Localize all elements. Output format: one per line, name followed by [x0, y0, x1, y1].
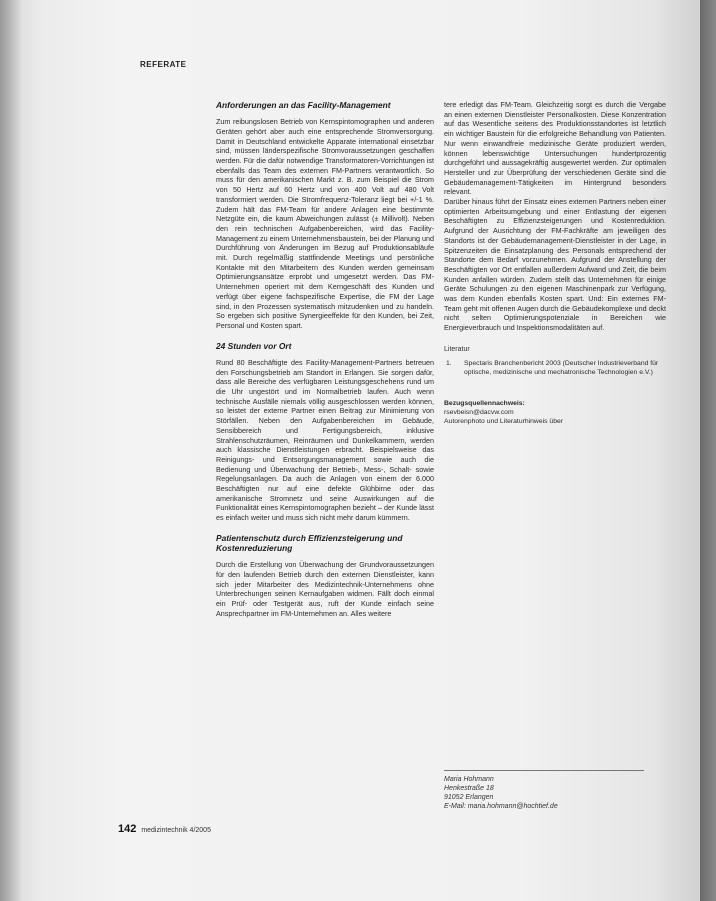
section-tag: REFERATE	[140, 60, 187, 69]
literature-title: Literatur	[444, 345, 470, 353]
page-footer	[118, 823, 211, 835]
page-edge-shadow	[700, 0, 716, 901]
author-email: E-Mail: maria.hohmann@hochtief.de	[444, 803, 558, 810]
page-number: 142	[118, 823, 137, 835]
literature-item	[444, 359, 666, 377]
source-heading: Bezugsquellennachweis:	[444, 399, 525, 407]
source-email: rsevbeisn@dacvw.com	[444, 408, 514, 416]
author-name: Maria Hohmann	[444, 776, 494, 783]
heading-patient-protection: Patientenschutz durch Effizienzsteigerung und Kostenreduzierung	[216, 532, 403, 554]
author-street: Henkestraße 18	[444, 785, 494, 792]
literature-text: Spectaris Branchenbericht 2003 (Deutscher Industrieverband für optische, medizinische und mechatronische Technologien e.V.)	[464, 359, 659, 376]
author-city: 91052 Erlangen	[444, 794, 494, 801]
paragraph: Durch die Erstellung von Überwachung der Grundvoraussetzungen für den laufenden Betrieb durch den externen Dienstleister, kann sich jeder Mitarbeiter des Medizintechnik-Unternehmens ohne Unterbrechungen seinen Kernaufgaben widmen. Fällt doch einmal ein Prüf- oder Testgerät aus, ruft der Kunde einfach seine Ansprechpartner im FM-Unternehmen an. Alles weitere	[216, 560, 434, 618]
heading-24-hours: 24 Stunden vor Ort	[216, 340, 292, 351]
source-note: Autorenphoto und Literaturhinweis über	[444, 417, 564, 425]
heading-requirements: Anforderungen an das Facility-Management	[216, 100, 391, 110]
author-contact	[444, 770, 644, 811]
source-block	[444, 399, 666, 426]
paragraph: Zum reibungslosen Betrieb von Kernspintomographen und anderen Geräten gehört aber auch eine entsprechende Stromversorgung. Damit in Deutschland entwickelte Apparate international einsetzbar sind, müssen länderspezifische Stromvoraussetzungen geschaffen werden. Für die dafür notwendige Transformatoren-Vorrichtungen ist ebenfalls das Team des externen FM-Partners verantwortlich. So muss für den amerikanischen Markt z. B. zum Beispiel die Strom von 50 Hertz auf 60 Hertz und von 400 Volt auf 480 Volt transformiert werden. Die Stromfrequenz-Toleranz liegt bei +/-1 %. Zudem hält das FM-Team für andere Anlagen eine bestimmte Netzgüte ein, die kaum Abweichungen zulässt (± Millivolt). Neben den rein technischen Aufgabenbereichen, wird das Facility-Management zu einem Unternehmensbaustein, bei der Planung und Durchführung von Änderungen im Bezug auf Produktionsabläufe mit. Durch regelmäßig stattfindende Meetings und persönliche Kontakte mit den Mitarbeitern des Kunden werden gemeinsam Optimierungsansätze erprobt und umgesetzt werden. Das FM-Unternehmen operiert mit dem Kerngeschäft des Kunden und verfügt über eigene fachspezifische Expertise, die FM der Lage sind, in den Prozessen systematisch mitzudenken und zu handeln. So ergeben sich positive Synergieeffekte für den Kunden, bei Zeit, Personal und Kosten spart.	[216, 117, 434, 330]
literature-list	[444, 359, 666, 377]
paragraph: Rund 80 Beschäftigte des Facility-Management-Partners betreuen den Forschungsbetrieb am Standort in Erlangen. Sie sorgen dafür, dass alle Bereiche des verfügbaren Leistungsgeschehens rund um die Uhr ungestört und im Normalbetrieb laufen. Auch wenn technische Ausfälle niemals völlig ausgeschlossen werden können, so leistet der externe Partner einen Beitrag zur Minimierung von Störfällen. Neben den Aufgabenbereichen im Gebäude, Sensibbereich und Fertigungsbereich, inklusive Strahlenschutzräumen, Reinräumen und Dunkelkammern, werden auch klassische Dienstleistungen erbracht. Beispielsweise das Reinigungs- und Entsorgungsmanagement sowie auch die Bedienung und Überwachung der Betrieb-, Mess-, Schalt- sowie Regelungsanlagen. Da auch die Anlagen von einem der 6.000 Beschäftigten nur auf eine defekte Glühbirne oder das amerikanische Stromnetz und seine Auswirkungen auf die Funktionalität eines Kernspintomographen bezieht – der Kunde lässt es einfach weiter und muss sich nicht mehr darum kümmern.	[216, 357, 434, 523]
journal-name: medizintechnik 4/2005	[141, 827, 211, 834]
literature-number: 1.	[446, 359, 452, 367]
left-column	[216, 100, 434, 618]
right-column	[444, 100, 666, 426]
paragraph: Darüber hinaus führt der Einsatz eines externen Partners neben einer optimierten Arbeitsumgebung und einer Entlastung der eigenen Beschäftigten zu Effizienzsteigerungen und Kostenreduktion. Aufgrund der Ausrichtung der FM-Fachkräfte am jeweiligen des Standorts ist der Gebäudemanagement-Dienstleister in der Lage, in Spitzenzeiten die Einsatzplanung des Personals entsprechend der Standorte dem Bedarf vorzunehmen. Aufgrund der Anstellung der Beschäftigten vor Ort entfallen außerdem Aufwand und Zeit, die beim Kunden anfallen würden. Zudem stellt das Unternehmen für einige Geräte Schulungen zu den eigenen Maschinenpark zur Verfügung, was dem Kunden ebenfalls Kosten spart. Und: Ein externes FM-Team geht mit offenen Augen durch die Gebäudekomplexe und deckt nicht selten Optimierungspotenziale in Bereichen wie Energieverbrauch und Inspektionsmodalitäten auf.	[444, 197, 666, 333]
paragraph: tere erledigt das FM-Team. Gleichzeitig sorgt es durch die Vergabe an einen externen Dienstleister Personalkosten. Diese Konzentration auf das Wesentliche seitens des Produktionsstandortes ist letztlich ein wichtiger Baustein für die erfolgreiche Behandlung von Patienten. Nur wenn einwandfreie medizinische Geräte produziert werden, können lebenswichtige Untersuchungen hundertprozentig durchgeführt und aussagekräftig ausgewertet werden. Zur optimalen Hersteller und zur Überprüfung der verschiedenen Geräte sind die Gebäudemanagement-Tätigkeiten im Hintergrund besonders relevant.	[444, 100, 666, 197]
